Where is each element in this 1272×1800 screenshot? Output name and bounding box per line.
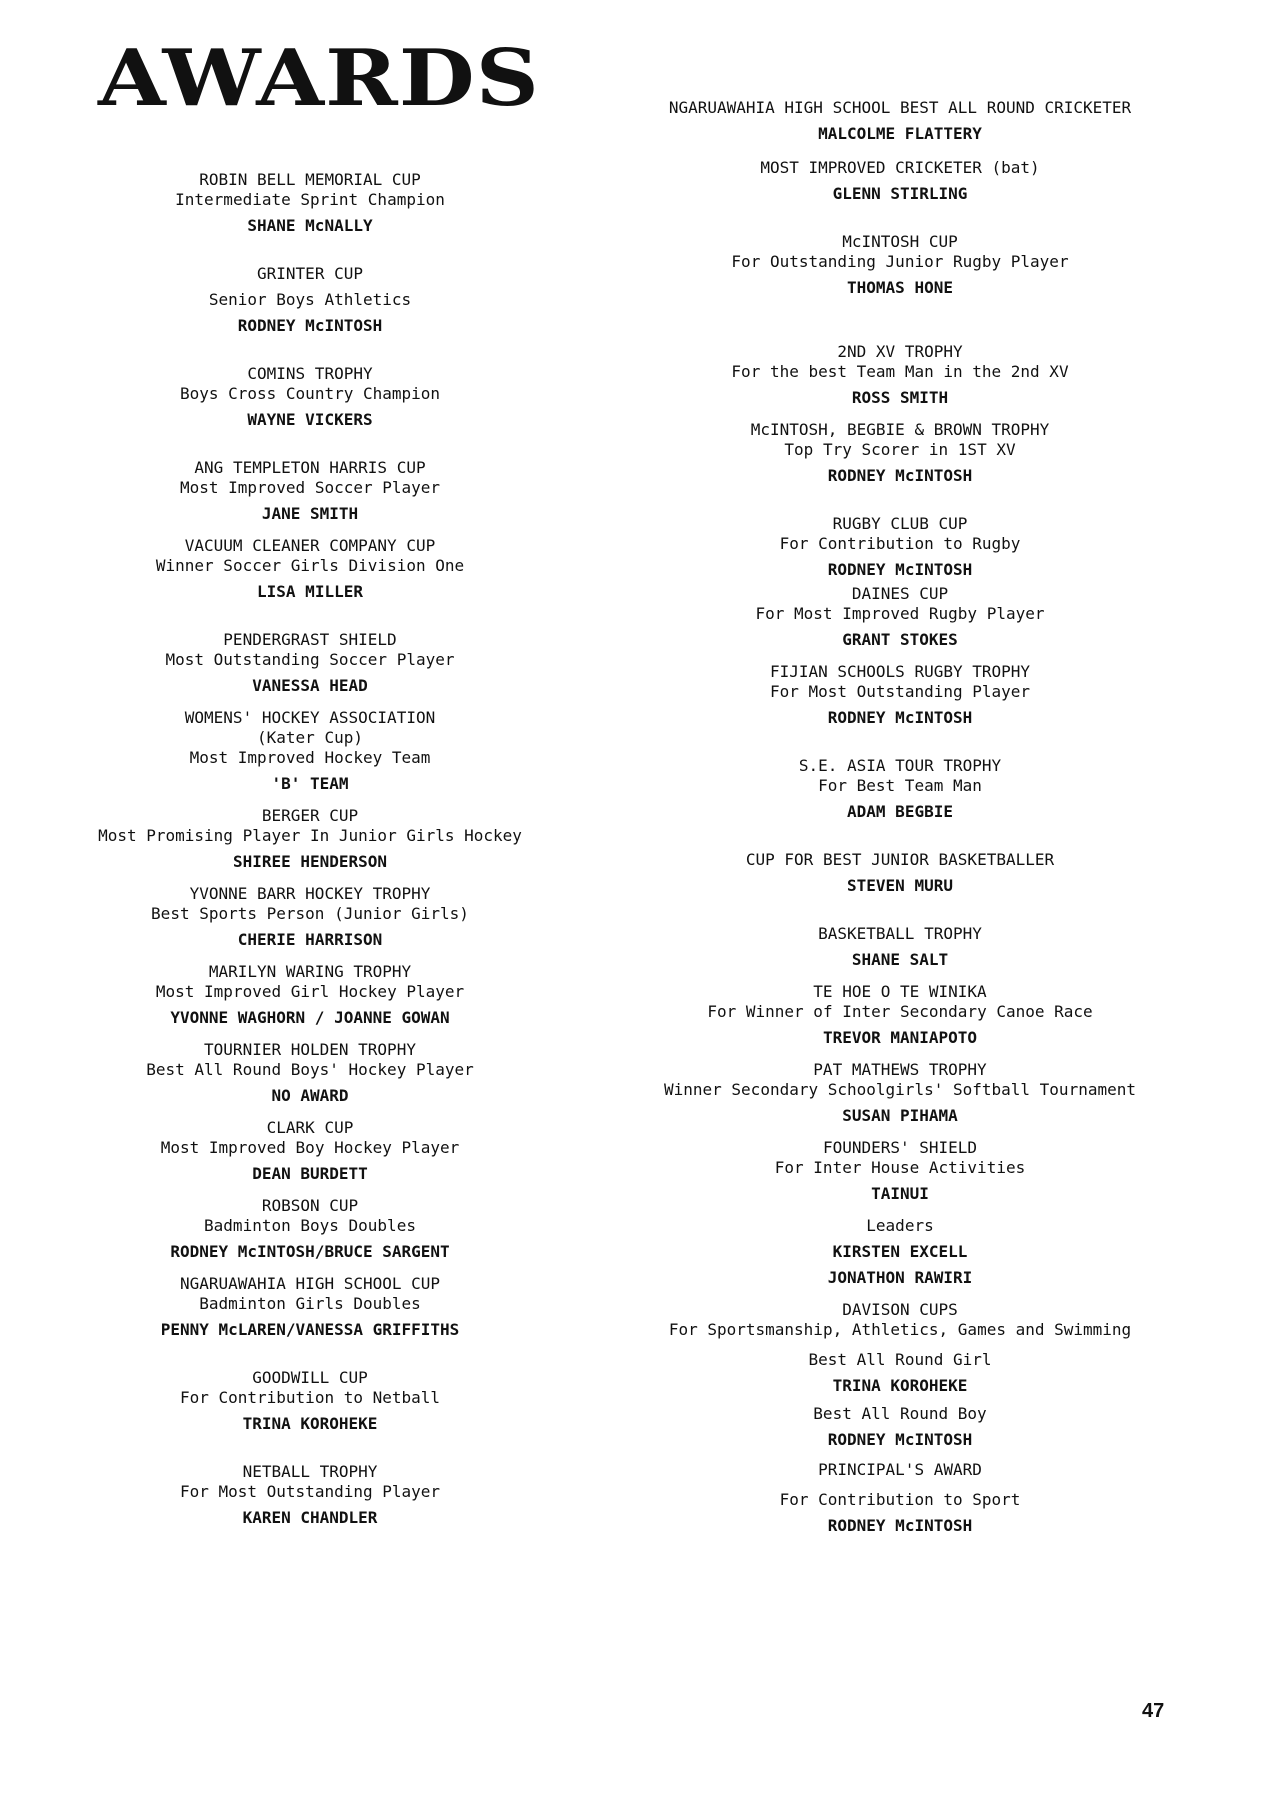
award-name: PRINCIPAL'S AWARD: [818, 1460, 982, 1479]
award-name: McINTOSH CUP: [842, 232, 958, 251]
award-name: VACUUM CLEANER COMPANY CUP: [184, 536, 436, 555]
award-entry: [640, 756, 1160, 822]
award-winner: WAYNE VICKERS: [247, 410, 373, 429]
award-entry: [640, 1350, 1160, 1396]
award-name: PENDERGRAST SHIELD: [223, 630, 397, 649]
award-entry: [60, 170, 560, 236]
award-entry: [60, 1368, 560, 1434]
award-entry: [60, 364, 560, 430]
award-description: For Contribution to Rugby: [779, 534, 1021, 553]
award-entry: [640, 1404, 1160, 1450]
award-entry: [640, 98, 1160, 144]
award-winner: JANE SMITH: [261, 504, 359, 523]
left-awards-column: [60, 170, 560, 1528]
award-description: Winner Secondary Schoolgirls' Softball Tournament: [663, 1080, 1136, 1099]
award-entry: [640, 1138, 1160, 1204]
award-winner: RODNEY McINTOSH: [827, 1430, 973, 1449]
award-winner: RODNEY McINTOSH/BRUCE SARGENT: [170, 1242, 450, 1261]
award-description: Most Improved Hockey Team: [189, 748, 431, 767]
page-number: 47: [1142, 1700, 1165, 1722]
award-entry: [60, 1196, 560, 1262]
award-entry: [60, 264, 560, 284]
award-entry: [640, 420, 1160, 486]
award-name: Best All Round Boy: [813, 1404, 987, 1423]
award-name: For Contribution to Sport: [779, 1490, 1021, 1509]
award-name: TE HOE O TE WINIKA: [813, 982, 987, 1001]
award-name: ROBIN BELL MEMORIAL CUP: [199, 170, 421, 189]
award-name: McINTOSH, BEGBIE & BROWN TROPHY: [750, 420, 1050, 439]
award-entry: [640, 1460, 1160, 1480]
award-winner: RODNEY McINTOSH: [827, 560, 973, 579]
award-name: NGARUAWAHIA HIGH SCHOOL CUP: [179, 1274, 441, 1293]
award-winner: DEAN BURDETT: [252, 1164, 368, 1183]
award-entry: [60, 1274, 560, 1340]
award-description: Best All Round Boys' Hockey Player: [146, 1060, 474, 1079]
award-description: Most Promising Player In Junior Girls Hockey: [98, 826, 522, 845]
award-entry: [60, 1118, 560, 1184]
award-description: Badminton Boys Doubles: [204, 1216, 416, 1235]
award-winner: PENNY McLAREN/VANESSA GRIFFITHS: [160, 1320, 460, 1339]
award-name: PAT MATHEWS TROPHY: [813, 1060, 987, 1079]
award-name: Best All Round Girl: [808, 1350, 992, 1369]
award-description: Most Outstanding Soccer Player: [165, 650, 455, 669]
award-entry: [60, 884, 560, 950]
award-name: MARILYN WARING TROPHY: [208, 962, 412, 981]
award-description: For Inter House Activities: [774, 1158, 1026, 1177]
award-description: For Best Team Man: [818, 776, 982, 795]
award-entry: [640, 982, 1160, 1048]
award-entry: [60, 708, 560, 794]
award-description: Winner Soccer Girls Division One: [155, 556, 465, 575]
award-description: For Sportsmanship, Athletics, Games and Swimming: [668, 1320, 1132, 1339]
award-winner: 'B' TEAM: [271, 774, 349, 793]
page-title: AWARDS: [98, 33, 540, 124]
award-winner: SHANE McNALLY: [247, 216, 373, 235]
award-description: Most Improved Boy Hockey Player: [160, 1138, 460, 1157]
award-entry: [60, 536, 560, 602]
award-winner: JONATHON RAWIRI: [827, 1268, 973, 1287]
award-winner: TAINUI: [871, 1184, 929, 1203]
award-name: GRINTER CUP: [257, 264, 363, 283]
award-entry: [640, 584, 1160, 650]
award-entry: [640, 1060, 1160, 1126]
award-winner: MALCOLME FLATTERY: [818, 124, 982, 143]
award-winner: ROSS SMITH: [851, 388, 949, 407]
award-winner: NO AWARD: [271, 1086, 349, 1105]
award-winner: SHIREE HENDERSON: [232, 852, 388, 871]
award-entry: [640, 1216, 1160, 1288]
award-name: NETBALL TROPHY: [242, 1462, 378, 1481]
award-description: Badminton Girls Doubles: [199, 1294, 421, 1313]
award-description: Intermediate Sprint Champion: [175, 190, 445, 209]
award-description: (Kater Cup): [257, 728, 363, 747]
award-name: 2ND XV TROPHY: [837, 342, 963, 361]
award-winner: YVONNE WAGHORN / JOANNE GOWAN: [170, 1008, 450, 1027]
award-entry: [640, 850, 1160, 896]
award-winner: TRINA KOROHEKE: [242, 1414, 378, 1433]
right-awards-column: [640, 98, 1160, 1536]
award-winner: KIRSTEN EXCELL: [832, 1242, 968, 1261]
award-description: For Most Outstanding Player: [769, 682, 1031, 701]
award-description: For Outstanding Junior Rugby Player: [731, 252, 1069, 271]
award-name: CUP FOR BEST JUNIOR BASKETBALLER: [745, 850, 1055, 869]
award-winner: RODNEY McINTOSH: [827, 1516, 973, 1535]
award-description: For Most Outstanding Player: [179, 1482, 441, 1501]
award-winner: TRINA KOROHEKE: [832, 1376, 968, 1395]
award-name: ANG TEMPLETON HARRIS CUP: [194, 458, 426, 477]
award-name: RUGBY CLUB CUP: [832, 514, 968, 533]
award-entry: [640, 158, 1160, 204]
award-description: Best Sports Person (Junior Girls): [151, 904, 469, 923]
award-description: For Winner of Inter Secondary Canoe Race: [707, 1002, 1093, 1021]
award-name: FOUNDERS' SHIELD: [822, 1138, 978, 1157]
award-entry: [640, 662, 1160, 728]
award-name: DAVISON CUPS: [842, 1300, 958, 1319]
award-winner: GRANT STOKES: [842, 630, 958, 649]
award-name: MOST IMPROVED CRICKETER (bat): [760, 158, 1040, 177]
award-name: CLARK CUP: [266, 1118, 354, 1137]
award-name: Senior Boys Athletics: [208, 290, 412, 309]
award-entry: [640, 924, 1160, 970]
award-description: For Most Improved Rugby Player: [755, 604, 1045, 623]
award-winner: CHERIE HARRISON: [237, 930, 383, 949]
award-name: Leaders: [866, 1216, 934, 1235]
award-entry: [60, 630, 560, 696]
award-entry: [60, 962, 560, 1028]
award-name: YVONNE BARR HOCKEY TROPHY: [189, 884, 431, 903]
award-entry: [640, 342, 1160, 408]
award-entry: [640, 1490, 1160, 1536]
award-winner: STEVEN MURU: [847, 876, 953, 895]
award-entry: [640, 232, 1160, 298]
award-entry: [60, 806, 560, 872]
award-name: COMINS TROPHY: [247, 364, 373, 383]
award-entry: [640, 514, 1160, 580]
award-winner: TREVOR MANIAPOTO: [822, 1028, 978, 1047]
award-name: S.E. ASIA TOUR TROPHY: [798, 756, 1002, 775]
award-description: Most Improved Soccer Player: [179, 478, 441, 497]
award-winner: SHANE SALT: [851, 950, 949, 969]
award-winner: VANESSA HEAD: [252, 676, 368, 695]
award-winner: ADAM BEGBIE: [847, 802, 953, 821]
award-name: GOODWILL CUP: [252, 1368, 368, 1387]
award-name: ROBSON CUP: [261, 1196, 359, 1215]
award-winner: SUSAN PIHAMA: [842, 1106, 958, 1125]
award-entry: [60, 458, 560, 524]
award-name: NGARUAWAHIA HIGH SCHOOL BEST ALL ROUND CRICKETER: [668, 98, 1132, 117]
award-winner: THOMAS HONE: [847, 278, 953, 297]
award-entry: [60, 1462, 560, 1528]
award-name: DAINES CUP: [851, 584, 949, 603]
award-entry: [60, 1040, 560, 1106]
award-description: For the best Team Man in the 2nd XV: [731, 362, 1069, 381]
award-description: For Contribution to Netball: [179, 1388, 441, 1407]
award-name: BERGER CUP: [261, 806, 359, 825]
award-winner: RODNEY McINTOSH: [827, 708, 973, 727]
award-description: Most Improved Girl Hockey Player: [155, 982, 465, 1001]
award-name: TOURNIER HOLDEN TROPHY: [204, 1040, 416, 1059]
award-name: WOMENS' HOCKEY ASSOCIATION: [184, 708, 436, 727]
award-name: BASKETBALL TROPHY: [818, 924, 982, 943]
award-name: FIJIAN SCHOOLS RUGBY TROPHY: [769, 662, 1031, 681]
award-winner: LISA MILLER: [257, 582, 363, 601]
award-winner: GLENN STIRLING: [832, 184, 968, 203]
award-winner: RODNEY McINTOSH: [827, 466, 973, 485]
award-description: Boys Cross Country Champion: [179, 384, 441, 403]
award-winner: KAREN CHANDLER: [242, 1508, 378, 1527]
award-entry: [640, 1300, 1160, 1340]
award-entry: [60, 290, 560, 336]
award-description: Top Try Scorer in 1ST XV: [784, 440, 1016, 459]
award-winner: RODNEY McINTOSH: [237, 316, 383, 335]
